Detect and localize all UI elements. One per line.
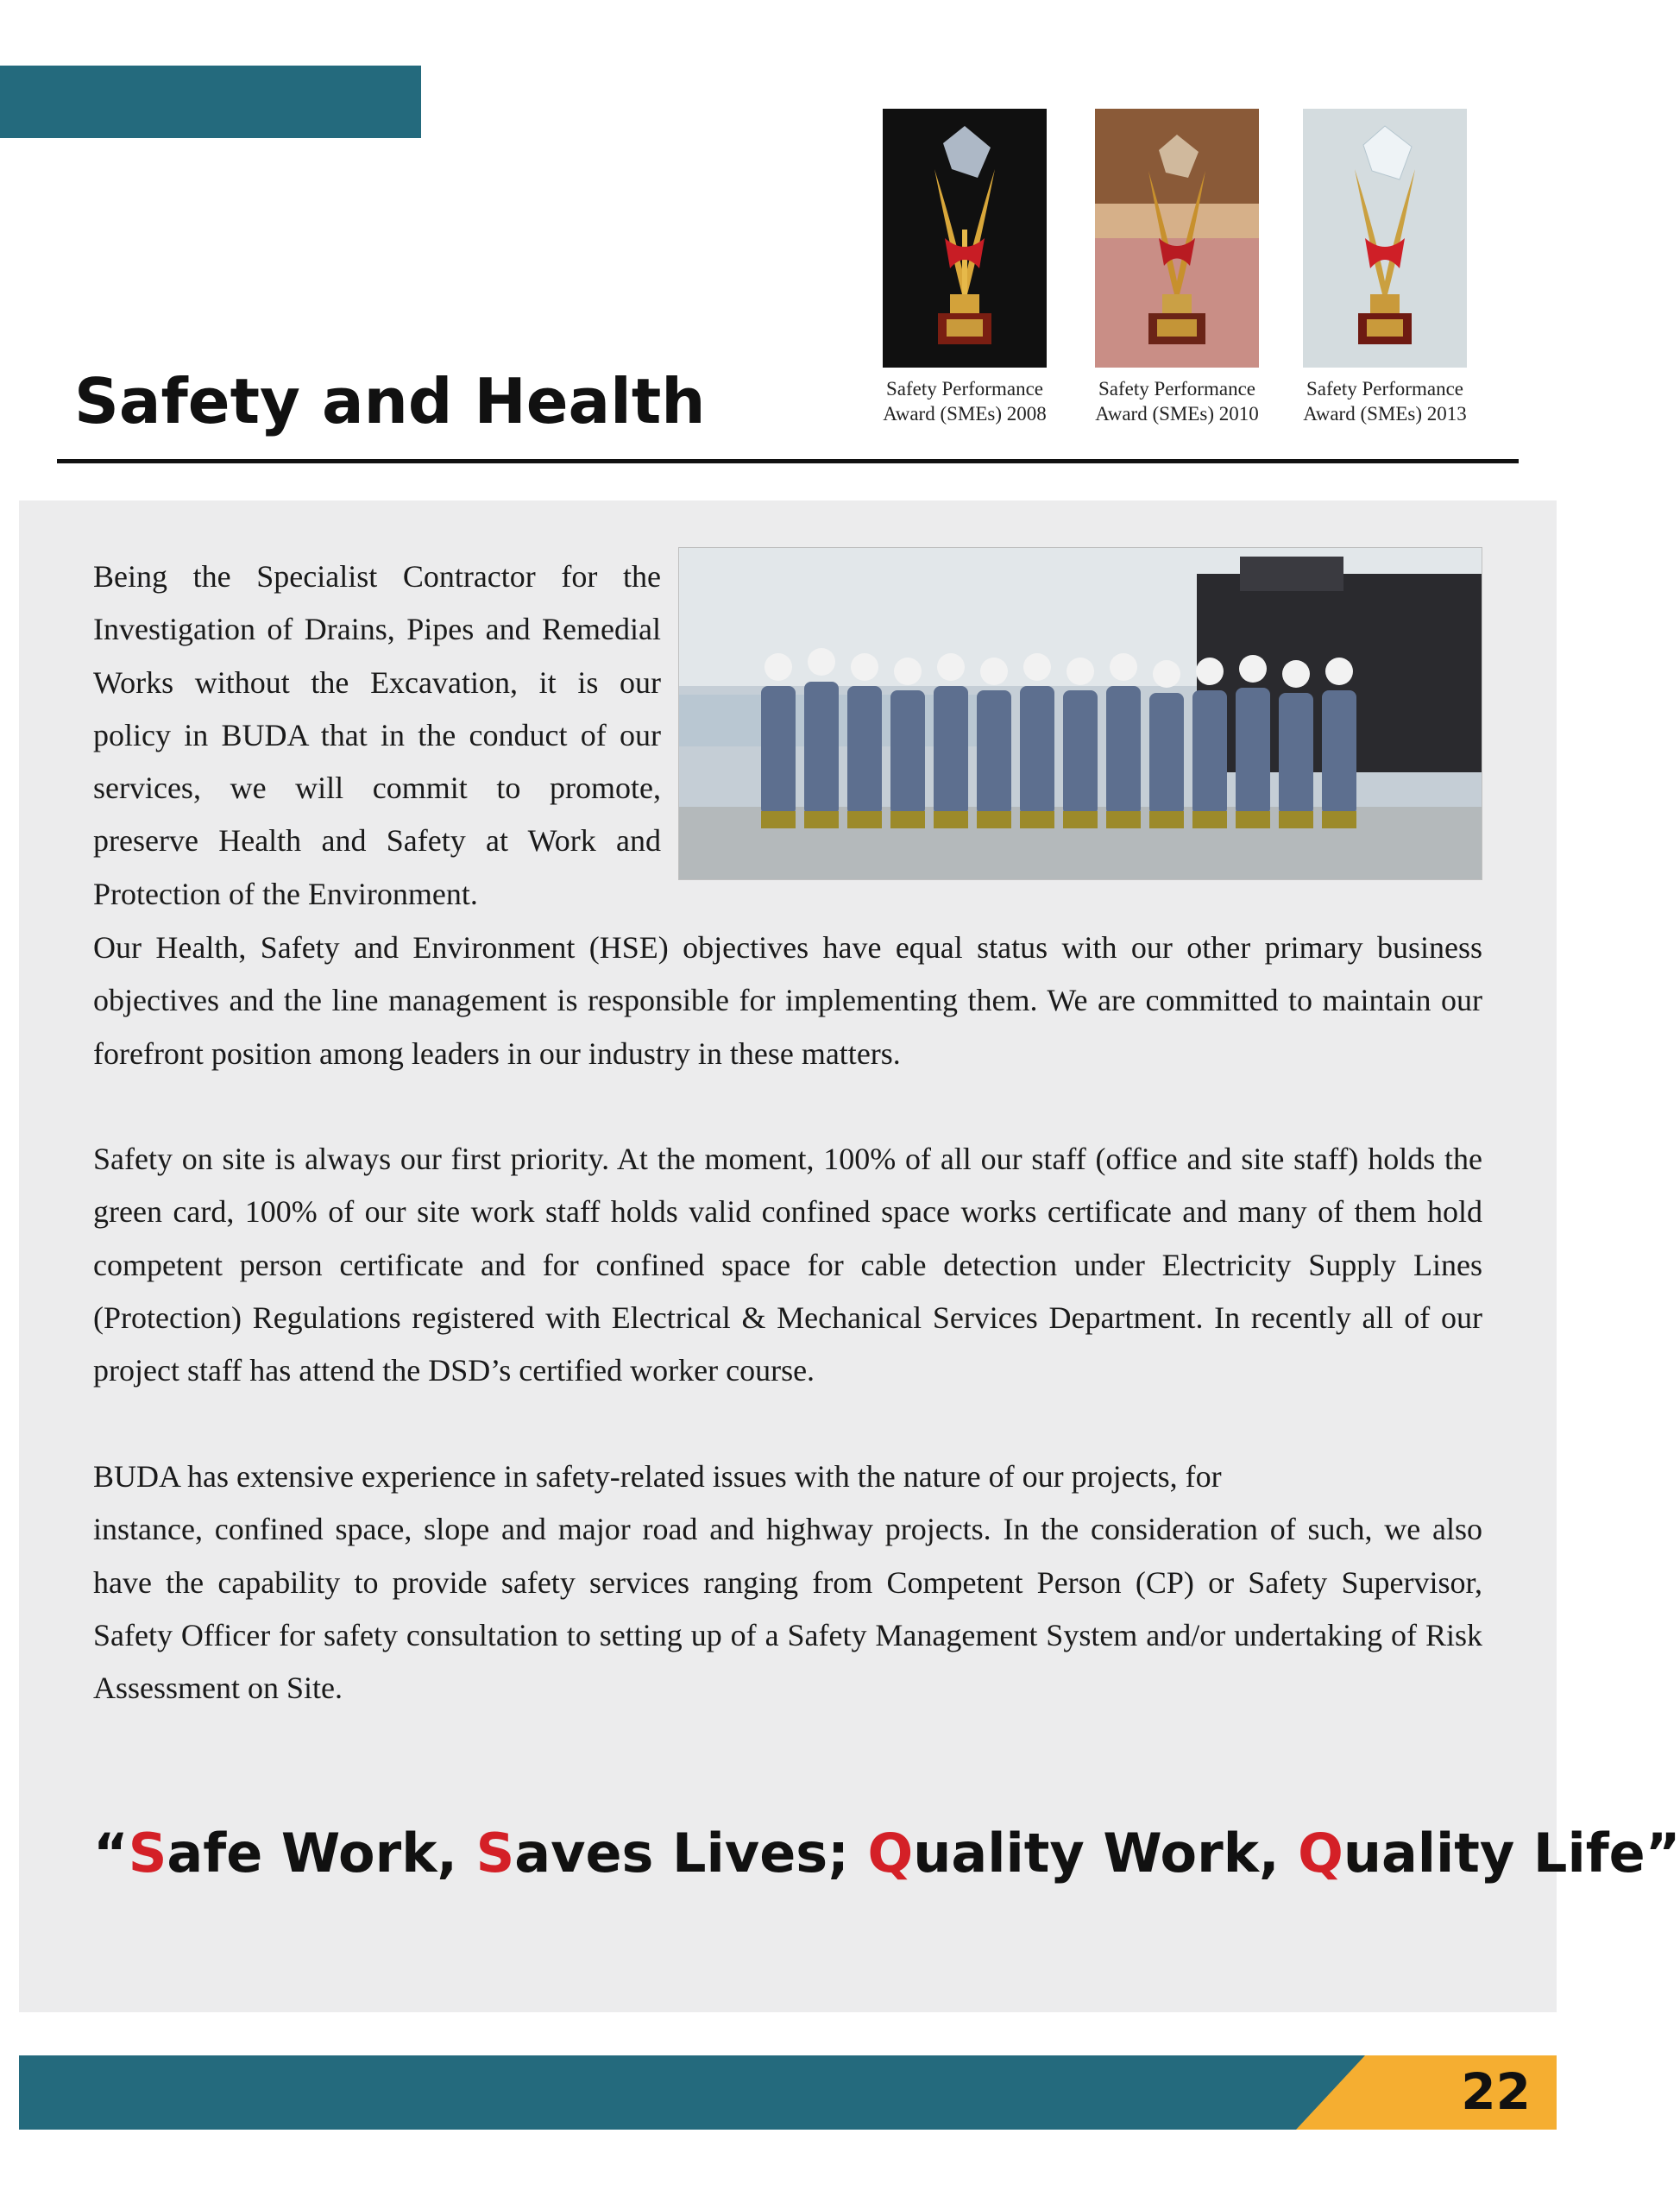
- award-caption-line2: Award (SMEs) 2010: [1095, 403, 1259, 425]
- experience-first-line: BUDA has extensive experience in safety-related issues with the nature of our projects, for: [93, 1459, 1222, 1494]
- award-2008: [874, 109, 1055, 426]
- award-2010: [1086, 109, 1268, 426]
- slogan-text: afe Work,: [167, 1822, 476, 1885]
- award-caption: [1294, 376, 1476, 426]
- slogan-text: uality Life: [1343, 1822, 1645, 1885]
- slogan-initial: S: [128, 1822, 167, 1885]
- intro-paragraph: Being the Specialist Contractor for the Investigation of Drains, Pipes and Remedial Works without the Excavation, it is our policy in BUDA that in the conduct of our services, we will commit to promote, preserve Health and Safety at Work and Protection of the Environment.: [93, 559, 661, 911]
- award-caption: [874, 376, 1055, 426]
- award-caption-line1: Safety Performance: [1306, 378, 1463, 400]
- slogan-open-quote: “: [93, 1822, 129, 1885]
- slogan-text: uality Work,: [913, 1822, 1299, 1885]
- header-accent-bar: [0, 66, 421, 138]
- award-caption-line1: Safety Performance: [1098, 378, 1255, 400]
- page-number: 22: [1461, 2062, 1531, 2121]
- award-caption: [1086, 376, 1268, 426]
- award-caption-line2: Award (SMEs) 2008: [883, 403, 1047, 425]
- hse-objectives-paragraph: Our Health, Safety and Environment (HSE) objectives have equal status with our other primary business objectives and the line management is responsible for implementing them. We are committed to maintain our forefront position among leaders in our industry in these matters.: [93, 930, 1482, 1071]
- safety-team-photo: [678, 547, 1482, 880]
- slogan-initial: S: [475, 1822, 515, 1885]
- trophy-image-2010: [1095, 109, 1259, 368]
- trophy-image-2008: [883, 109, 1047, 368]
- slogan-initial: Q: [1298, 1822, 1343, 1885]
- award-caption-line2: Award (SMEs) 2013: [1303, 403, 1467, 425]
- slogan-text: aves Lives;: [514, 1822, 868, 1885]
- slogan-close-quote: ”: [1645, 1822, 1680, 1885]
- footer-bar: [19, 2055, 1557, 2130]
- slogan-initial: Q: [867, 1822, 914, 1885]
- trophy-image-2013: [1303, 109, 1467, 368]
- title-divider: [57, 459, 1519, 463]
- page-title: Safety and Health: [74, 365, 706, 437]
- award-2013: [1294, 109, 1476, 426]
- experience-paragraph: [93, 1451, 1482, 1715]
- site-safety-paragraph: Safety on site is always our first priority. At the moment, 100% of all our staff (office and site staff) holds the green card, 100% of our site work staff holds valid confined space works certificate and many of them hold competent person certificate and for confined space for cable detection under Electricity Supply Lines (Protection) Regulations registered with Electrical & Mechanical Services Department. In recently all of our project staff has attend the DSD’s certified worker course.: [93, 1142, 1482, 1388]
- safety-slogan: [93, 1819, 1680, 1888]
- award-caption-line1: Safety Performance: [885, 378, 1043, 400]
- experience-rest: instance, confined space, slope and major road and highway projects. In the consideration of such, we also have the capability to provide safety services ranging from Competent Person (CP) or Safety Supervisor, Safety Officer for safety consultation to setting up of a Safety Management System and/or undertaking of Risk Assessment on Site.: [93, 1512, 1482, 1706]
